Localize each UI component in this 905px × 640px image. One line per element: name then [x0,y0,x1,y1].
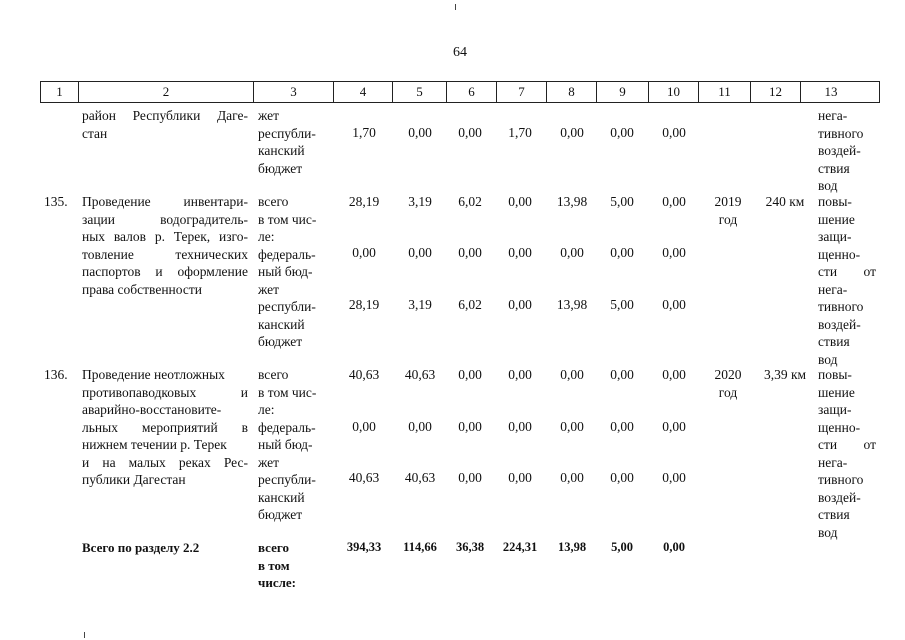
row-136-rep-8: 0,00 [560,470,584,485]
summary-source: всего в том числе: [258,540,296,590]
row-136-total-6: 0,00 [458,367,482,382]
row-136-fed-10: 0,00 [662,419,686,434]
row-136-fed-6: 0,00 [458,419,482,434]
row-136-rep-5: 40,63 [404,470,436,485]
continuation-value-7: 1,70 [508,125,532,140]
row-135-total-5: 3,19 [408,194,432,209]
row-135-rep-6: 6,02 [458,297,482,312]
row-135-fed-5: 0,00 [408,245,432,260]
summary-value-8: 13,98 [557,540,587,554]
header-col-1: 1 [41,82,79,102]
header-col-12: 12 [751,82,801,102]
row-135-description: Проведение инвентари- зации водоградитель- ных валов р. Терек, изго- товление технических паспортов и оформление права собственности [82,194,248,297]
row-136-source: всего в том чис- ле: федераль- ный бюд- жет республи- канский бюджет [258,367,317,522]
row-136-description: Проведение неотложных противопаводковых и аварийно-восстановите- льных мероприятий в нижнем течении р. Терек и на малых реках Рес- публики Дагестан [82,367,248,487]
row-136-fed-8: 0,00 [560,419,584,434]
row-136-fed-7: 0,00 [508,419,532,434]
continuation-value-4: 1,70 [352,125,376,140]
row-135-year: 2019 год [714,194,742,227]
row-135-fed-4: 0,00 [352,245,376,260]
header-col-5: 5 [393,82,447,102]
header-col-4: 4 [334,82,393,102]
summary-value-7: 224,31 [502,540,538,554]
row-136-total-9: 0,00 [610,367,634,382]
scan-mark [84,632,85,638]
row-136-total-5: 40,63 [404,367,436,382]
summary-value-6: 36,38 [455,540,485,554]
continuation-description: район Республики Даге- стан [82,108,248,141]
summary-value-10: 0,00 [663,540,685,554]
continuation-value-5: 0,00 [408,125,432,140]
row-135-number: 135. [44,194,68,209]
row-135-rep-8: 13,98 [556,297,588,312]
row-136-fed-9: 0,00 [610,419,634,434]
row-136-total-4: 40,63 [348,367,380,382]
header-col-11: 11 [699,82,751,102]
continuation-value-10: 0,00 [662,125,686,140]
continuation-source: жет республи- канский бюджет [258,108,316,176]
header-col-8: 8 [547,82,597,102]
row-135-rep-10: 0,00 [662,297,686,312]
row-136-total-7: 0,00 [508,367,532,382]
summary-label: Всего по разделу 2.2 [82,540,200,555]
row-135-rep-5: 3,19 [408,297,432,312]
continuation-value-6: 0,00 [458,125,482,140]
row-135-total-7: 0,00 [508,194,532,209]
header-col-9: 9 [597,82,649,102]
header-col-13: 13 [824,84,838,99]
row-136-rep-7: 0,00 [508,470,532,485]
header-col-7: 7 [497,82,547,102]
row-136-number: 136. [44,367,68,382]
header-col-2: 2 [79,82,254,102]
row-136-capacity: 3,39 км [763,367,807,382]
row-136-rep-10: 0,00 [662,470,686,485]
row-136-total-8: 0,00 [560,367,584,382]
page-number: 64 [453,45,467,60]
row-136-fed-5: 0,00 [408,419,432,434]
row-135-rep-4: 28,19 [348,297,380,312]
row-135-total-9: 5,00 [610,194,634,209]
row-135-result: повы- шение защи- щенно- сти от нега- тивного воздей- ствия вод [818,194,876,367]
row-136-total-10: 0,00 [662,367,686,382]
row-136-rep-9: 0,00 [610,470,634,485]
row-135-total-6: 6,02 [458,194,482,209]
row-135-fed-7: 0,00 [508,245,532,260]
row-135-fed-9: 0,00 [610,245,634,260]
table-header [40,81,880,103]
header-col-3: 3 [254,82,334,102]
row-135-rep-9: 5,00 [610,297,634,312]
row-136-year: 2020 год [714,367,742,400]
row-135-fed-10: 0,00 [662,245,686,260]
row-135-total-8: 13,98 [556,194,588,209]
continuation-value-8: 0,00 [560,125,584,140]
continuation-result: нега- тивного воздей- ствия вод [818,108,864,193]
scan-mark [455,4,456,10]
row-135-fed-8: 0,00 [560,245,584,260]
row-135-rep-7: 0,00 [508,297,532,312]
summary-value-5: 114,66 [403,540,437,554]
header-col-10: 10 [649,82,699,102]
summary-value-9: 5,00 [611,540,633,554]
row-136-rep-6: 0,00 [458,470,482,485]
row-135-capacity: 240 км [765,194,805,209]
row-135-source: всего в том чис- ле: федераль- ный бюд- жет республи- канский бюджет [258,194,317,349]
header-col-6: 6 [447,82,497,102]
continuation-value-9: 0,00 [610,125,634,140]
summary-value-4: 394,33 [346,540,382,554]
row-135-total-10: 0,00 [662,194,686,209]
row-136-result: повы- шение защи- щенно- сти от нега- тивного воздей- ствия вод [818,367,876,540]
row-136-rep-4: 40,63 [348,470,380,485]
row-136-fed-4: 0,00 [352,419,376,434]
row-135-total-4: 28,19 [348,194,380,209]
row-135-fed-6: 0,00 [458,245,482,260]
